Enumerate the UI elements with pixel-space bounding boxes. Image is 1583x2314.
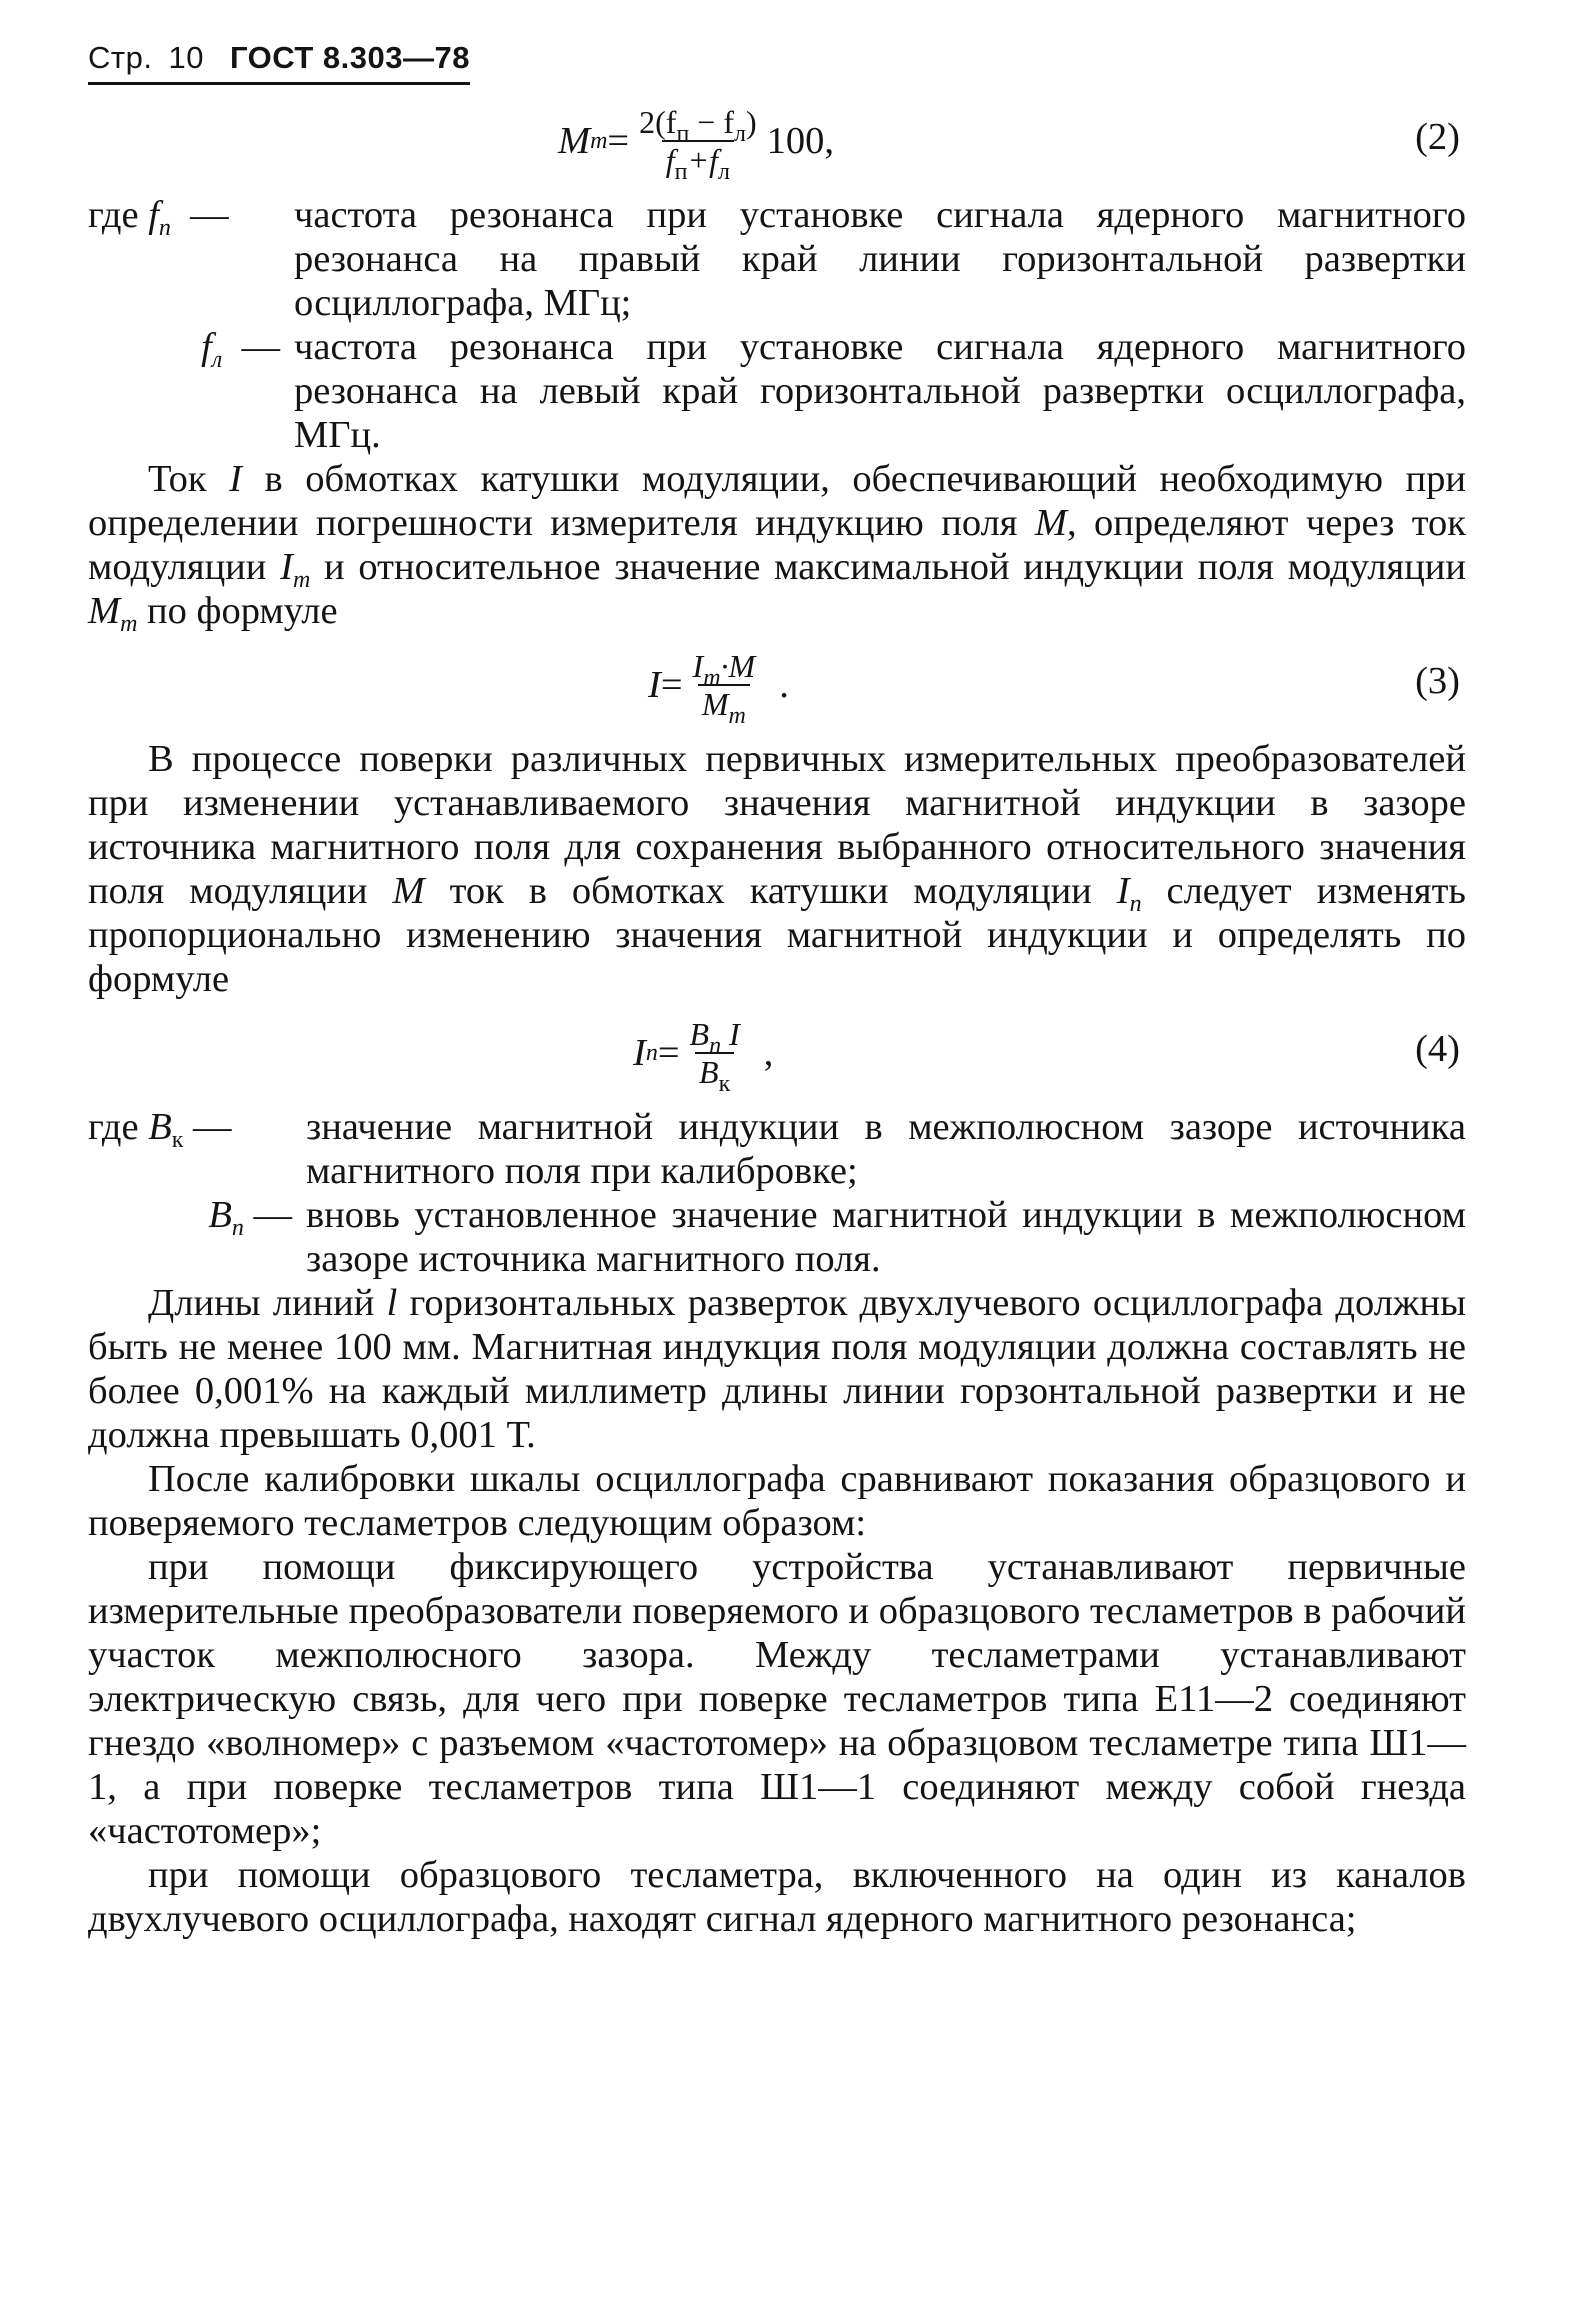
- formula-3-lhs: I: [648, 664, 661, 706]
- formula-2-den-mid: +f: [687, 142, 718, 178]
- formula-2-num-sub1: п: [676, 121, 690, 147]
- p1-v4-sub: m: [120, 611, 138, 637]
- formula-4-lhs: I: [633, 1032, 646, 1074]
- p2-t1: В процессе поверки различных первичных измерительных преобразователей при изменении устанавливаемого значения магнитной индукции в зазоре источника магнитного поля для сохранения выбранного относительного значения поля модуляции: [88, 738, 1466, 912]
- formula-2-num-mid: − f: [689, 104, 734, 140]
- formula-3-fraction: [689, 648, 760, 729]
- standard-code: ГОСТ 8.303—78: [229, 40, 470, 75]
- definition-f-l-text: частота резонанса при установке сигнала ядерного магнитного резонанса на левый край горизонтальной развертки осциллографа, МГц.: [294, 326, 1466, 456]
- paragraph-after-calibration: После калибровки шкалы осциллографа сравнивают показания образцового и поверяемого тесламетров следующим образом:: [88, 1458, 1466, 1544]
- definition-f-l: [88, 325, 1466, 457]
- definition-b-k-dash: —: [193, 1106, 232, 1148]
- definition-b-k-sub: к: [171, 1127, 184, 1153]
- formula-2-num-sub2: л: [734, 121, 746, 147]
- formula-2-lhs-sub: m: [590, 128, 608, 154]
- formula-3-numerator: [689, 648, 760, 691]
- formula-4-tail: ,: [763, 1032, 774, 1074]
- definition-where: где: [88, 194, 139, 236]
- p1-v3-sub: m: [292, 567, 311, 593]
- formula-4-expression: [633, 1001, 773, 1105]
- p1-t4: и относительное значение максимальной индукции поля модуляции: [310, 546, 1466, 588]
- p1-t1: Ток: [148, 458, 230, 500]
- definition-where-2: где: [88, 1106, 139, 1148]
- document-page: [88, 40, 1466, 1941]
- p2-t3: следует изменять пропорционально изменению значения магнитной индукции и определять по формуле: [88, 870, 1466, 1000]
- definition-b-n-text: вновь установленное значение магнитной индукции в межполюсном зазоре источника магнитного поля.: [306, 1194, 1466, 1280]
- definition-f-p: [88, 193, 1466, 325]
- p1-t2: в обмотках катушки модуляции, обеспечивающий необходимую при определении погрешности измерителя индукцию поля: [88, 458, 1467, 544]
- paragraph-fixing-device: при помощи фиксирующего устройства устанавливают первичные измерительные преобразователи поверяемого и образцового тесламетров в рабочий участок межполюсного зазора. Между тесламетрами устанавливают электрическую связь, для чего при поверке тесламетров типа Е11—2 соединяют гнездо «волномер» с разъемом «частотомер» на образцовом тесламетре типа Ш1—1, а при поверке тесламетров типа Ш1—1 соединяют между собой гнезда «частотомер»;: [88, 1546, 1466, 1852]
- formula-2-expression: [558, 89, 834, 193]
- formula-2-num-close: ): [745, 104, 757, 140]
- page-label: Стр.: [88, 40, 153, 75]
- definition-f-p-lead: [88, 193, 294, 241]
- definition-b-k: [88, 1105, 1466, 1193]
- definition-list-1: [88, 193, 1466, 457]
- p3-t2: горизонтальных разверток двухлучевого осциллографа должны быть не менее 100 мм. Магнитная индукция поля модуляции должна составлять не более 0,001% на каждый миллиметр длины линии горзонтальной развертки и не должна превышать 0,001 Т.: [88, 1282, 1466, 1456]
- p2-v1: M: [392, 870, 425, 912]
- formula-2-den-sub1: п: [674, 159, 688, 185]
- formula-4-equals: =: [657, 1032, 680, 1074]
- p1-v2: M: [1034, 502, 1067, 544]
- formula-4-denominator: [695, 1052, 734, 1097]
- definition-b-n-symbol: B: [208, 1194, 232, 1236]
- formula-2: [88, 89, 1466, 193]
- formula-3-num-sub: m: [703, 665, 721, 691]
- page-number: 10: [168, 40, 204, 75]
- formula-2-den-sub2: л: [718, 159, 730, 185]
- p3-v1: l: [386, 1282, 398, 1324]
- p1-v3: I: [280, 546, 293, 588]
- body-text: [88, 89, 1466, 1941]
- formula-3-equals: =: [660, 664, 683, 706]
- paragraph-verification-process: [88, 737, 1466, 1001]
- formula-3-num-a: I: [692, 648, 704, 684]
- formula-3-denominator: [698, 684, 750, 729]
- formula-3-expression: [648, 633, 789, 737]
- formula-3-number: (3): [1415, 660, 1460, 702]
- definition-f-l-lead: [88, 325, 294, 373]
- p1-t3: , определяют через ток модуляции: [88, 502, 1466, 588]
- definition-f-l-dash: —: [241, 326, 280, 368]
- formula-2-den-a: f: [665, 142, 675, 178]
- formula-2-lhs: M: [558, 120, 591, 162]
- formula-4-num-a: B: [689, 1016, 710, 1052]
- formula-2-tail: 100,: [766, 120, 835, 162]
- p3-t1: Длины линий: [148, 1282, 387, 1324]
- formula-4-den-sub: к: [718, 1071, 731, 1097]
- definition-f-l-sub: л: [211, 347, 223, 373]
- paragraph-reference-teslameter: при помощи образцового тесламетра, включенного на один из каналов двухлучевого осциллографа, находят сигнал ядерного магнитного резонанса;: [88, 1854, 1466, 1940]
- formula-3-num-rest: ·M: [720, 648, 756, 684]
- definition-f-l-symbol: f: [201, 326, 212, 368]
- paragraph-line-lengths: [88, 1281, 1466, 1457]
- p2-v2: I: [1116, 870, 1130, 912]
- formula-2-numerator: [635, 104, 761, 147]
- formula-4-lhs-sub: n: [645, 1040, 658, 1066]
- formula-4-numerator: [686, 1016, 744, 1059]
- definition-b-n-lead: [88, 1193, 306, 1241]
- definition-f-p-text: частота резонанса при установке сигнала ядерного магнитного резонанса на правый край линии горизонтальной развертки осциллографа, МГц;: [294, 194, 1466, 324]
- formula-2-number: (2): [1415, 116, 1460, 158]
- p1-v1: I: [229, 458, 242, 500]
- formula-2-fraction: [635, 104, 761, 185]
- formula-2-equals: =: [607, 120, 630, 162]
- formula-4: [88, 1001, 1466, 1105]
- p1-t5: по формуле: [137, 590, 338, 632]
- definition-f-p-sub: п: [158, 215, 171, 241]
- definition-f-p-symbol: f: [148, 194, 159, 236]
- definition-b-n: [88, 1193, 1466, 1281]
- formula-2-num-a: 2(f: [639, 104, 677, 140]
- paragraph-current-modulation: [88, 457, 1467, 637]
- formula-2-denominator: [662, 140, 734, 185]
- formula-3: [88, 633, 1466, 737]
- page-header: [88, 40, 470, 85]
- p2-v2-sub: n: [1129, 891, 1142, 917]
- definition-f-p-dash: —: [190, 194, 229, 236]
- definition-b-k-lead: [88, 1105, 306, 1153]
- p2-t2: ток в обмотках катушки модуляции: [424, 870, 1117, 912]
- p1-v4: M: [88, 590, 121, 632]
- definition-b-k-text: значение магнитной индукции в межполюсном зазоре источника магнитного поля при калибровке;: [306, 1106, 1466, 1192]
- formula-3-den-sub: m: [728, 703, 746, 729]
- definition-b-n-dash: —: [253, 1194, 292, 1236]
- formula-4-num-rest: I: [721, 1016, 740, 1052]
- formula-4-num-sub: n: [709, 1033, 722, 1059]
- definition-b-k-symbol: B: [148, 1106, 172, 1148]
- formula-4-number: (4): [1415, 1028, 1460, 1070]
- formula-4-fraction: [686, 1016, 744, 1097]
- definition-list-2: [88, 1105, 1466, 1281]
- definition-b-n-sub: n: [231, 1215, 244, 1241]
- formula-3-den-a: M: [701, 686, 729, 722]
- formula-3-tail: .: [779, 664, 789, 706]
- formula-4-den-a: B: [699, 1054, 719, 1090]
